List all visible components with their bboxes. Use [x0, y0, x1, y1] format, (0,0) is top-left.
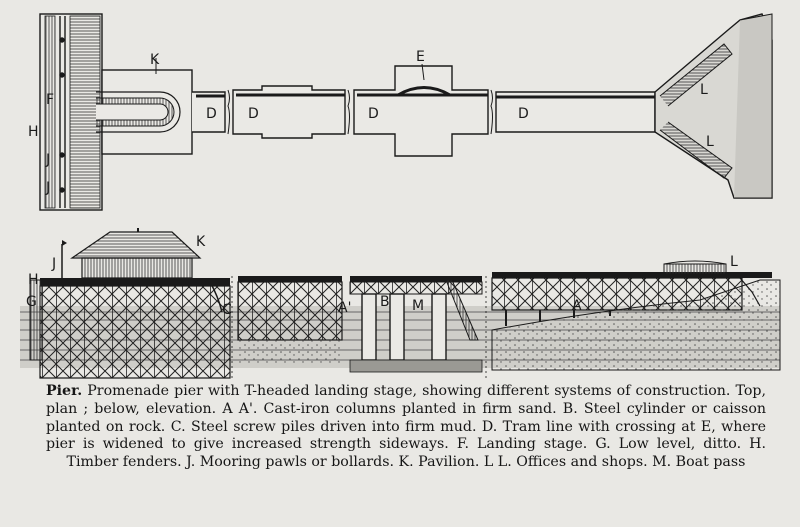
- cast-iron-columns-a-prime: [238, 282, 342, 340]
- caption-text: Promenade pier with T-headed landing stage, showing different systems of construction. Top, plan ; below, elevation. A A'. Cast-iron columns planted in firm sand. B. Steel cylinder or caisson planted on rock. C. Steel screw piles driven into firm mud. D. Tram line with crossing at E, where pier is widened to give increased strength sideways. F. Landing stage. G. Low level, ditto. H. Timber fenders. J. Mooring pawls or bollards. K. Pavilion. L L. Offices and shops. M. Boat pass: [46, 383, 766, 471]
- elev-label-j: J: [52, 256, 57, 272]
- shore-office: [664, 264, 726, 274]
- plan-label-e: E: [416, 49, 425, 65]
- elev-label-m: M: [412, 298, 425, 314]
- plan-label-k: K: [150, 52, 160, 68]
- steel-cylinder-2: [390, 294, 404, 360]
- plan-view: [40, 14, 772, 210]
- screw-pile-framework: [40, 286, 230, 378]
- elev-label-a-prime: A': [338, 300, 352, 316]
- elev-label-k: K: [196, 234, 206, 250]
- plan-label-d2: D: [248, 106, 259, 122]
- elev-label-c: C: [222, 302, 232, 318]
- plan-label-d4: D: [518, 106, 529, 122]
- pavilion-roof: [72, 232, 200, 258]
- caption-title: Pier.: [46, 383, 83, 399]
- elev-label-h: H: [28, 272, 39, 288]
- plan-label-l1: L: [700, 82, 708, 98]
- plan-label-d3: D: [368, 106, 379, 122]
- plan-label-j2: J: [46, 180, 51, 196]
- elev-label-b: B: [380, 294, 390, 310]
- pavilion-body: [82, 258, 192, 278]
- elevation-view: [20, 228, 780, 380]
- plan-label-l2: L: [706, 134, 714, 150]
- steel-cylinder-1: [362, 294, 376, 360]
- elev-label-a: A: [572, 298, 582, 314]
- plan-label-d1: D: [206, 106, 217, 122]
- plan-label-f: F: [46, 92, 55, 108]
- figure-caption: [46, 383, 766, 472]
- plan-label-h: H: [28, 124, 39, 140]
- steel-cylinder-3: [432, 294, 446, 360]
- elev-label-g: G: [26, 294, 37, 310]
- elev-label-l: L: [730, 254, 738, 270]
- plan-label-j1: J: [46, 152, 51, 168]
